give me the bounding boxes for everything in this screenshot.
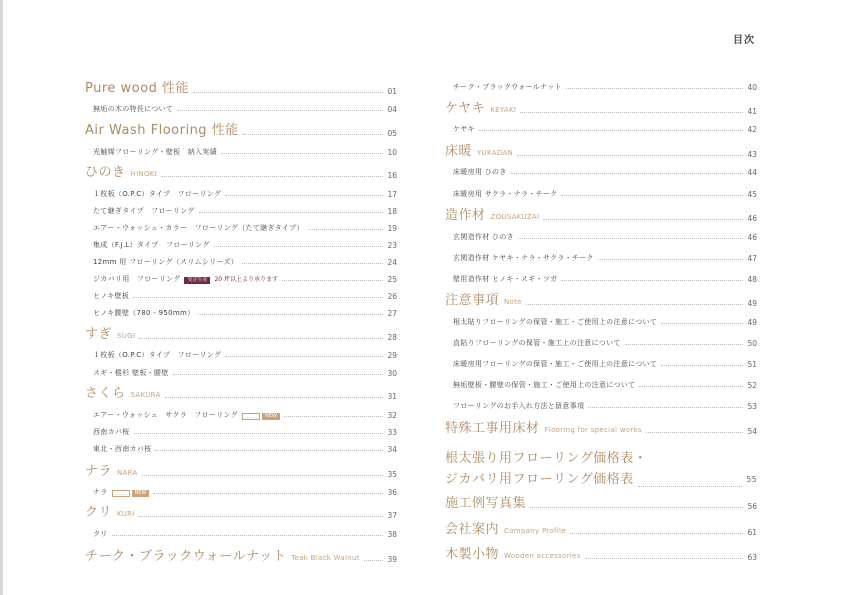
toc-entry-note-4[interactable] xyxy=(453,379,757,390)
page-number: 04 xyxy=(387,105,397,114)
toc-entry-title xyxy=(93,223,304,233)
toc-entry-sugi[interactable] xyxy=(85,325,397,342)
toc-entry-title xyxy=(85,460,138,479)
dot-leader xyxy=(165,397,384,398)
page-title: 目次 xyxy=(733,35,755,46)
section-heading: 造作材 xyxy=(445,208,486,223)
toc-heading-line: 根太張り用フローリング価格表・ xyxy=(445,451,648,466)
toc-entry-title xyxy=(453,380,635,390)
toc-entry-nara[interactable] xyxy=(85,462,397,479)
section-heading-en: Company Profile xyxy=(504,527,566,535)
dot-leader xyxy=(243,134,384,135)
dot-leader xyxy=(518,238,744,239)
dot-leader xyxy=(225,356,383,357)
page-number: 01 xyxy=(387,87,397,96)
dot-leader xyxy=(511,173,744,174)
section-heading: Air Wash Flooring 性能 xyxy=(85,123,239,138)
toc-entry-hinoki[interactable] xyxy=(85,163,397,180)
page-number: 36 xyxy=(387,488,397,497)
dot-leader xyxy=(161,176,383,177)
page-number: 43 xyxy=(747,150,757,159)
toc-entry-title xyxy=(85,161,157,180)
toc-entry-zousaku-2[interactable] xyxy=(453,252,757,263)
section-heading-en: NARA xyxy=(117,469,138,477)
toc-entry-title xyxy=(445,289,522,308)
page-binding-edge xyxy=(0,0,3,595)
toc-entry-note-1[interactable] xyxy=(453,316,757,327)
toc-entry-title xyxy=(93,147,217,157)
dot-leader xyxy=(193,92,383,93)
page-number: 24 xyxy=(387,258,397,267)
section-heading: ケヤキ xyxy=(445,101,486,116)
dot-leader xyxy=(520,112,743,113)
toc-entry-title xyxy=(93,291,129,301)
dot-leader xyxy=(638,486,743,487)
toc-entry-kuri[interactable] xyxy=(85,503,397,520)
subsection-label: 西南カバ桜 xyxy=(93,428,130,436)
dot-leader xyxy=(561,195,743,196)
page-number: 42 xyxy=(747,125,757,134)
dot-leader xyxy=(479,130,744,131)
toc-entry-hinoki-8[interactable] xyxy=(93,307,397,318)
toc-entry-sakura-2[interactable] xyxy=(93,426,397,437)
subsection-label: ケヤキ xyxy=(453,125,475,133)
toc-entry-hinoki-4[interactable] xyxy=(93,239,397,250)
dot-leader xyxy=(364,560,384,561)
section-heading-en: Teak Black Walnut xyxy=(291,554,360,562)
page-number: 28 xyxy=(387,333,397,342)
dot-leader xyxy=(173,374,384,375)
toc-entry-yukadan-1[interactable] xyxy=(453,166,757,177)
toc-entry-title xyxy=(453,124,475,134)
toc-entry-title xyxy=(93,104,173,114)
dot-leader xyxy=(585,558,744,559)
toc-entry-note[interactable] xyxy=(445,291,757,308)
toc-entry-title xyxy=(85,119,239,138)
page-number: 53 xyxy=(747,402,757,411)
toc-entry-pure-wood[interactable] xyxy=(85,79,397,96)
dot-leader xyxy=(566,88,744,89)
dot-leader xyxy=(530,507,743,508)
page-number: 46 xyxy=(747,233,757,242)
toc-entry-hinoki-1[interactable] xyxy=(93,188,397,199)
subsection-label: 玄関造作材 ケヤキ・ナラ・サクラ・チーク xyxy=(453,254,594,262)
subsection-label: 光触媒フローリング・壁板 納入実績 xyxy=(93,148,217,156)
page-number: 30 xyxy=(387,369,397,378)
toc-entry-air-wash-results[interactable] xyxy=(93,146,397,157)
toc-entry-title xyxy=(93,410,280,420)
dot-leader xyxy=(214,246,384,247)
page-number: 52 xyxy=(747,381,757,390)
dot-leader xyxy=(308,229,384,230)
toc-entry-kuri-1[interactable] xyxy=(93,528,397,539)
toc-entry-title xyxy=(85,545,360,564)
toc-entry-title xyxy=(93,308,194,318)
toc-entry-yukadan[interactable] xyxy=(445,142,757,159)
page-number: 23 xyxy=(387,241,397,250)
toc-entry-hinoki-6[interactable] xyxy=(93,273,397,284)
toc-entry-title xyxy=(85,323,135,342)
section-heading: すぎ xyxy=(85,327,113,342)
dot-leader xyxy=(198,314,383,315)
page-number: 05 xyxy=(387,129,397,138)
toc-entry-zousaku-1[interactable] xyxy=(453,231,757,242)
dot-leader xyxy=(112,535,384,536)
subsection-label: 直貼りフローリングの保管・施工上の注意について xyxy=(453,339,621,347)
toc-entry-price[interactable] xyxy=(445,448,757,490)
section-heading: 施工例写真集 xyxy=(445,496,527,511)
page-number: 10 xyxy=(387,148,397,157)
page-number: 32 xyxy=(387,411,397,420)
page-number: 37 xyxy=(387,511,397,520)
toc-entry-title xyxy=(93,189,221,199)
page-number: 51 xyxy=(747,360,757,369)
section-heading-en: Note xyxy=(504,298,522,306)
section-heading: 木製小物 xyxy=(445,547,500,562)
section-heading: 床暖 xyxy=(445,144,473,159)
dot-leader xyxy=(526,304,744,305)
toc-entry-title xyxy=(453,232,514,242)
page-number: 41 xyxy=(747,107,757,116)
toc-entry-sakura-3[interactable] xyxy=(93,443,397,454)
toc-entry-hinoki-3[interactable] xyxy=(93,222,397,233)
page-number: 17 xyxy=(387,190,397,199)
toc-right-column xyxy=(445,0,757,595)
page-number: 48 xyxy=(747,275,757,284)
outline-tag: ＿＿ xyxy=(242,413,260,420)
page-number: 31 xyxy=(387,392,397,401)
dot-leader xyxy=(646,432,744,433)
toc-entry-title xyxy=(453,401,584,411)
toc-entry-title xyxy=(85,77,189,96)
page-number: 45 xyxy=(747,190,757,199)
subsection-label: ヒノキ腰壁（780 - 950mm） xyxy=(93,309,195,317)
subsection-label: ヒノキ壁板 xyxy=(93,292,130,300)
page-number: 54 xyxy=(747,427,757,436)
page-number: 19 xyxy=(387,224,397,233)
section-heading: 特殊工事用床材 xyxy=(445,421,540,436)
subsection-label: 12mm 用 フローリング（スリムシリーズ） xyxy=(93,258,239,266)
toc-entry-title xyxy=(445,140,513,159)
dot-leader xyxy=(155,450,383,451)
toc-entry-title xyxy=(93,274,278,284)
toc-entry-title xyxy=(93,529,108,539)
toc-entry-title xyxy=(445,492,526,511)
subsection-label: 無垢の木の特長について xyxy=(93,105,174,113)
toc-entry-keyaki-1[interactable] xyxy=(453,123,757,134)
toc-entry-title xyxy=(93,487,149,497)
dot-leader xyxy=(639,386,743,387)
dot-leader xyxy=(570,533,744,534)
subsection-label: チーク・ブラックウォールナット xyxy=(453,83,562,91)
toc-entry-air-wash[interactable] xyxy=(85,121,397,138)
section-heading: さくら xyxy=(85,386,126,401)
subsection-label: 無垢壁板・腰壁の保管・施工・ご使用上の注意について xyxy=(453,381,636,389)
toc-left-column xyxy=(85,0,397,595)
toc-entry-title xyxy=(445,97,516,116)
toc-entry-yukadan-2[interactable] xyxy=(453,188,757,199)
toc-entry-title xyxy=(93,240,210,250)
new-badge: NEW xyxy=(132,490,150,497)
page-number: 35 xyxy=(387,470,397,479)
toc-entry-note-5[interactable] xyxy=(453,400,757,411)
toc-entry-title xyxy=(445,543,581,562)
page-number: 38 xyxy=(387,530,397,539)
section-heading: チーク・ブラックウォールナット xyxy=(85,549,287,564)
dot-leader xyxy=(242,263,383,264)
dot-leader xyxy=(598,259,744,260)
toc-entry-hinoki-5[interactable] xyxy=(93,256,397,267)
toc-entry-sakura[interactable] xyxy=(85,384,397,401)
toc-entry-title xyxy=(93,350,221,360)
page-number: 46 xyxy=(747,214,757,223)
made-to-order-badge: 受注生産 xyxy=(184,277,210,284)
dot-leader xyxy=(139,516,384,517)
section-heading-en: ZOUSAKUZAI xyxy=(490,213,540,221)
toc-entry-title xyxy=(93,257,238,267)
dot-leader xyxy=(543,219,743,220)
subsection-label: たて継ぎタイプ フローリング xyxy=(93,207,195,215)
toc-entry-title xyxy=(453,189,557,199)
subsection-label: ナラ xyxy=(93,488,108,496)
dot-leader xyxy=(225,195,383,196)
toc-entry-title xyxy=(445,518,566,537)
subsection-label: スギ・樅杉 壁板・腰壁 xyxy=(93,369,169,377)
toc-entry-pure-wood-features[interactable] xyxy=(93,103,397,114)
section-heading: ひのき xyxy=(85,165,126,180)
toc-heading-line xyxy=(445,469,757,490)
section-heading-en: KEYAKI xyxy=(490,106,517,114)
dot-leader xyxy=(661,323,743,324)
page-number: 49 xyxy=(747,318,757,327)
toc-entry-hinoki-2[interactable] xyxy=(93,205,397,216)
toc-entry-company[interactable] xyxy=(445,520,757,537)
dot-leader xyxy=(588,407,743,408)
section-heading-en: SUGI xyxy=(117,332,136,340)
toc-entry-title xyxy=(453,167,507,177)
subsection-label: 根太貼りフローリングの保管・施工・ご使用上の注意について xyxy=(453,318,658,326)
subsection-label: 床暖房用 ひのき xyxy=(453,168,507,176)
page-number: 50 xyxy=(747,339,757,348)
subsection-label: エアー・ウォッシュ・カラー フローリング（たて継ぎタイプ） xyxy=(93,224,304,232)
toc-entry-title xyxy=(445,417,642,436)
toc-entry-title xyxy=(453,338,621,348)
section-heading-en: YUKADAN xyxy=(477,149,514,157)
toc-entry-title xyxy=(453,274,557,284)
section-heading-en: Wooden accessories xyxy=(504,552,581,560)
subsection-label: １枚板（O.P.C）タイプ フローリング xyxy=(93,351,222,359)
page-number: 27 xyxy=(387,309,397,318)
toc-entry-special[interactable] xyxy=(445,419,757,436)
subsection-label: エアー・ウォッシュ サクラ フローリング xyxy=(93,411,238,419)
toc-entry-title xyxy=(453,359,657,369)
toc-entry-title xyxy=(85,382,161,401)
page-number: 47 xyxy=(747,254,757,263)
page-number: 55 xyxy=(746,475,757,484)
toc-entry-title xyxy=(93,368,169,378)
section-heading: ナラ xyxy=(85,464,113,479)
new-badge: NEW xyxy=(262,413,280,420)
toc-entry-zousaku[interactable] xyxy=(445,206,757,223)
dot-leader xyxy=(282,280,383,281)
section-heading-en: SAKURA xyxy=(130,391,161,399)
subsection-label: フローリングのお手入れ方法と留意事項 xyxy=(453,402,585,410)
dot-leader xyxy=(221,153,383,154)
page-number: 39 xyxy=(387,555,397,564)
toc-entry-nara-1[interactable] xyxy=(93,486,397,497)
subsection-label: 壁用造作材 ヒノキ・スギ・ツガ xyxy=(453,275,558,283)
toc-entry-title xyxy=(85,501,135,520)
toc-entry-title xyxy=(93,427,130,437)
toc-entry-teak[interactable] xyxy=(85,547,397,564)
dot-leader xyxy=(177,110,383,111)
subsection-label: ジカバリ用 フローリング xyxy=(93,275,181,283)
toc-entry-sakura-1[interactable] xyxy=(93,409,397,420)
subsection-label: クリ xyxy=(93,530,108,538)
subsection-label: 集成（F.J.L）タイプ フローリング xyxy=(93,241,210,249)
dot-leader xyxy=(284,416,384,417)
page-number: 29 xyxy=(387,351,397,360)
dot-leader xyxy=(134,433,384,434)
page-number: 25 xyxy=(387,275,397,284)
dot-leader xyxy=(139,338,383,339)
dot-leader xyxy=(199,212,384,213)
toc-entry-photos[interactable] xyxy=(445,494,757,511)
page-number: 40 xyxy=(747,83,757,92)
dot-leader xyxy=(625,344,744,345)
page-number: 44 xyxy=(747,168,757,177)
dot-leader xyxy=(661,365,743,366)
dot-leader xyxy=(561,280,743,281)
section-heading: 注意事項 xyxy=(445,293,500,308)
toc-entry-sugi-2[interactable] xyxy=(93,367,397,378)
page-number: 61 xyxy=(747,528,757,537)
toc-entry-zousaku-3[interactable] xyxy=(453,273,757,284)
subsection-label: 床暖房用 サクラ・ナラ・チーク xyxy=(453,190,558,198)
page-number: 33 xyxy=(387,428,397,437)
page-number: 26 xyxy=(387,292,397,301)
section-heading: クリ xyxy=(85,505,113,520)
toc-entry-title xyxy=(93,444,151,454)
dot-leader xyxy=(153,493,383,494)
subsection-label: １枚板（O.P.C）タイプ フローリング xyxy=(93,190,222,198)
page-number: 49 xyxy=(747,299,757,308)
order-note: 20 坪以上より承ります xyxy=(214,276,279,283)
toc-entry-note-2[interactable] xyxy=(453,337,757,348)
section-heading-en: KURI xyxy=(117,510,135,518)
dot-leader xyxy=(517,155,743,156)
dot-leader xyxy=(142,475,384,476)
subsection-label: 玄関造作材 ひのき xyxy=(453,233,514,241)
page-number: 63 xyxy=(747,553,757,562)
toc-entry-title xyxy=(453,82,562,92)
subsection-label: 床暖房用フローリングの保管・施工・ご使用上の注意について xyxy=(453,360,658,368)
page-number: 34 xyxy=(387,445,397,454)
toc-entry-title xyxy=(93,206,195,216)
toc-entry-title xyxy=(453,317,657,327)
page-number: 56 xyxy=(747,502,757,511)
toc-entry-keyaki[interactable] xyxy=(445,99,757,116)
dot-leader xyxy=(133,297,383,298)
page-number: 18 xyxy=(387,207,397,216)
toc-entry-title xyxy=(453,253,594,263)
toc-entry-teak-1[interactable] xyxy=(453,81,757,92)
toc-entry-wooden[interactable] xyxy=(445,545,757,562)
section-heading-en: HINOKI xyxy=(130,170,158,178)
toc-entry-sugi-1[interactable] xyxy=(93,349,397,360)
outline-tag: ＿＿ xyxy=(112,490,130,497)
section-heading: 会社案内 xyxy=(445,522,500,537)
toc-entry-note-3[interactable] xyxy=(453,358,757,369)
section-heading: Pure wood 性能 xyxy=(85,81,189,96)
toc-heading-line-text: ジカバリ用フローリング価格表 xyxy=(445,472,634,487)
page-number: 16 xyxy=(387,171,397,180)
section-heading-en: Flooring for special works xyxy=(544,426,642,434)
toc-entry-title xyxy=(445,204,539,223)
subsection-label: 東北・西南カバ桜 xyxy=(93,445,152,453)
toc-entry-hinoki-7[interactable] xyxy=(93,290,397,301)
